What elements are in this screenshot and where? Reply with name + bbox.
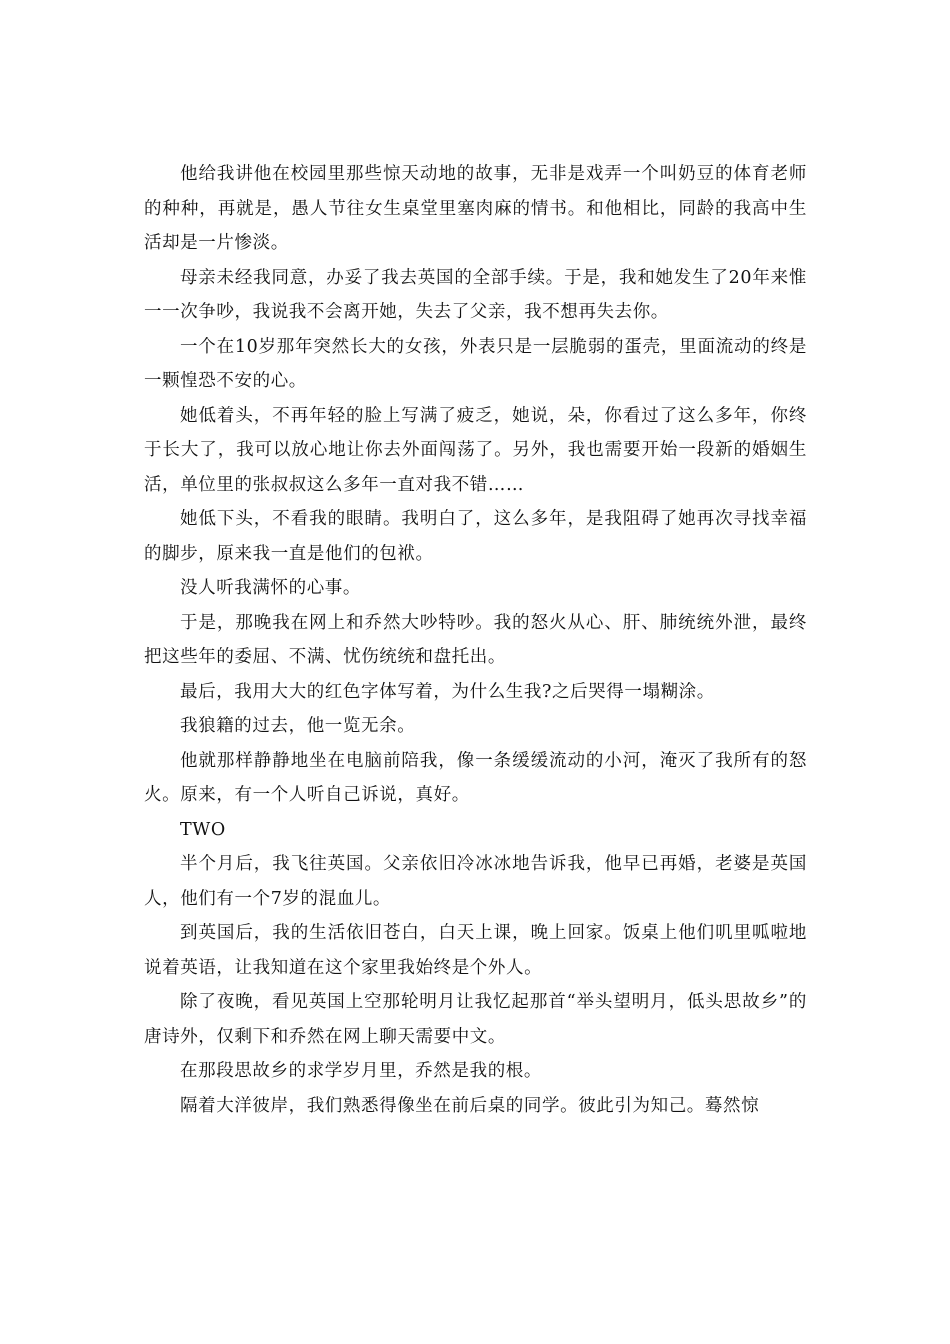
paragraph-1: 他给我讲他在校园里那些惊天动地的故事，无非是戏弄一个叫奶豆的体育老师的种种，再就是，愚人节往女生桌堂里塞肉麻的情书。和他相比，同龄的我高中生活却是一片惨淡。 — [144, 164, 807, 253]
paragraph-6: 没人听我满怀的心事。 — [180, 578, 361, 598]
paragraph-8: 最后，我用大大的红色字体写着，为什么生我?之后哭得一塌糊涂。 — [180, 681, 715, 702]
section-heading-two: TWO — [180, 819, 226, 840]
paragraph-16: 隔着大洋彼岸，我们熟悉得像坐在前后桌的同学。彼此引为知己。蓦然惊 — [180, 1095, 760, 1116]
paragraph-12: 半个月后，我飞往英国。父亲依旧冷冰冰地告诉我，他早已再婚，老婆是英国人，他们有一个7岁的混血儿。 — [144, 854, 807, 909]
paragraph-14: 除了夜晚，看见英国上空那轮明月让我忆起那首“举头望明月，低头思故乡”的唐诗外，仅剩下和乔然在网上聊天需要中文。 — [144, 992, 807, 1047]
paragraph-13: 到英国后，我的生活依旧苍白，白天上课，晚上回家。饭桌上他们叽里呱啦地说着英语，让我知道在这个家里我始终是个外人。 — [144, 923, 807, 978]
paragraph-9: 我狼籍的过去，他一览无余。 — [180, 716, 416, 736]
paragraph-7: 于是，那晚我在网上和乔然大吵特吵。我的怒火从心、肝、肺统统外泄，最终把这些年的委屈、不满、忧伤统统和盘托出。 — [144, 612, 807, 667]
paragraph-15: 在那段思故乡的求学岁月里，乔然是我的根。 — [180, 1061, 542, 1081]
paragraph-5: 她低下头，不看我的眼睛。我明白了，这么多年，是我阻碍了她再次寻找幸福的脚步，原来我一直是他们的包袱。 — [144, 509, 807, 564]
paragraph-4: 她低着头，不再年轻的脸上写满了疲乏，她说，朵，你看过了这么多年，你终于长大了，我可以放心地让你去外面闯荡了。另外，我也需要开始一段新的婚姻生活，单位里的张叔叔这么多年一直对我不错…… — [144, 405, 807, 495]
paragraph-3: 一个在10岁那年突然长大的女孩，外表只是一层脆弱的蛋壳，里面流动的终是一颗惶恐不安的心。 — [144, 336, 807, 391]
paragraph-2: 母亲未经我同意，办妥了我去英国的全部手续。于是，我和她发生了20年来惟一一次争吵，我说我不会离开她，失去了父亲，我不想再失去你。 — [144, 267, 807, 322]
document-body — [144, 157, 807, 1123]
paragraph-10: 他就那样静静地坐在电脑前陪我，像一条缓缓流动的小河，淹灭了我所有的怒火。原来，有一个人听自己诉说，真好。 — [144, 750, 807, 805]
